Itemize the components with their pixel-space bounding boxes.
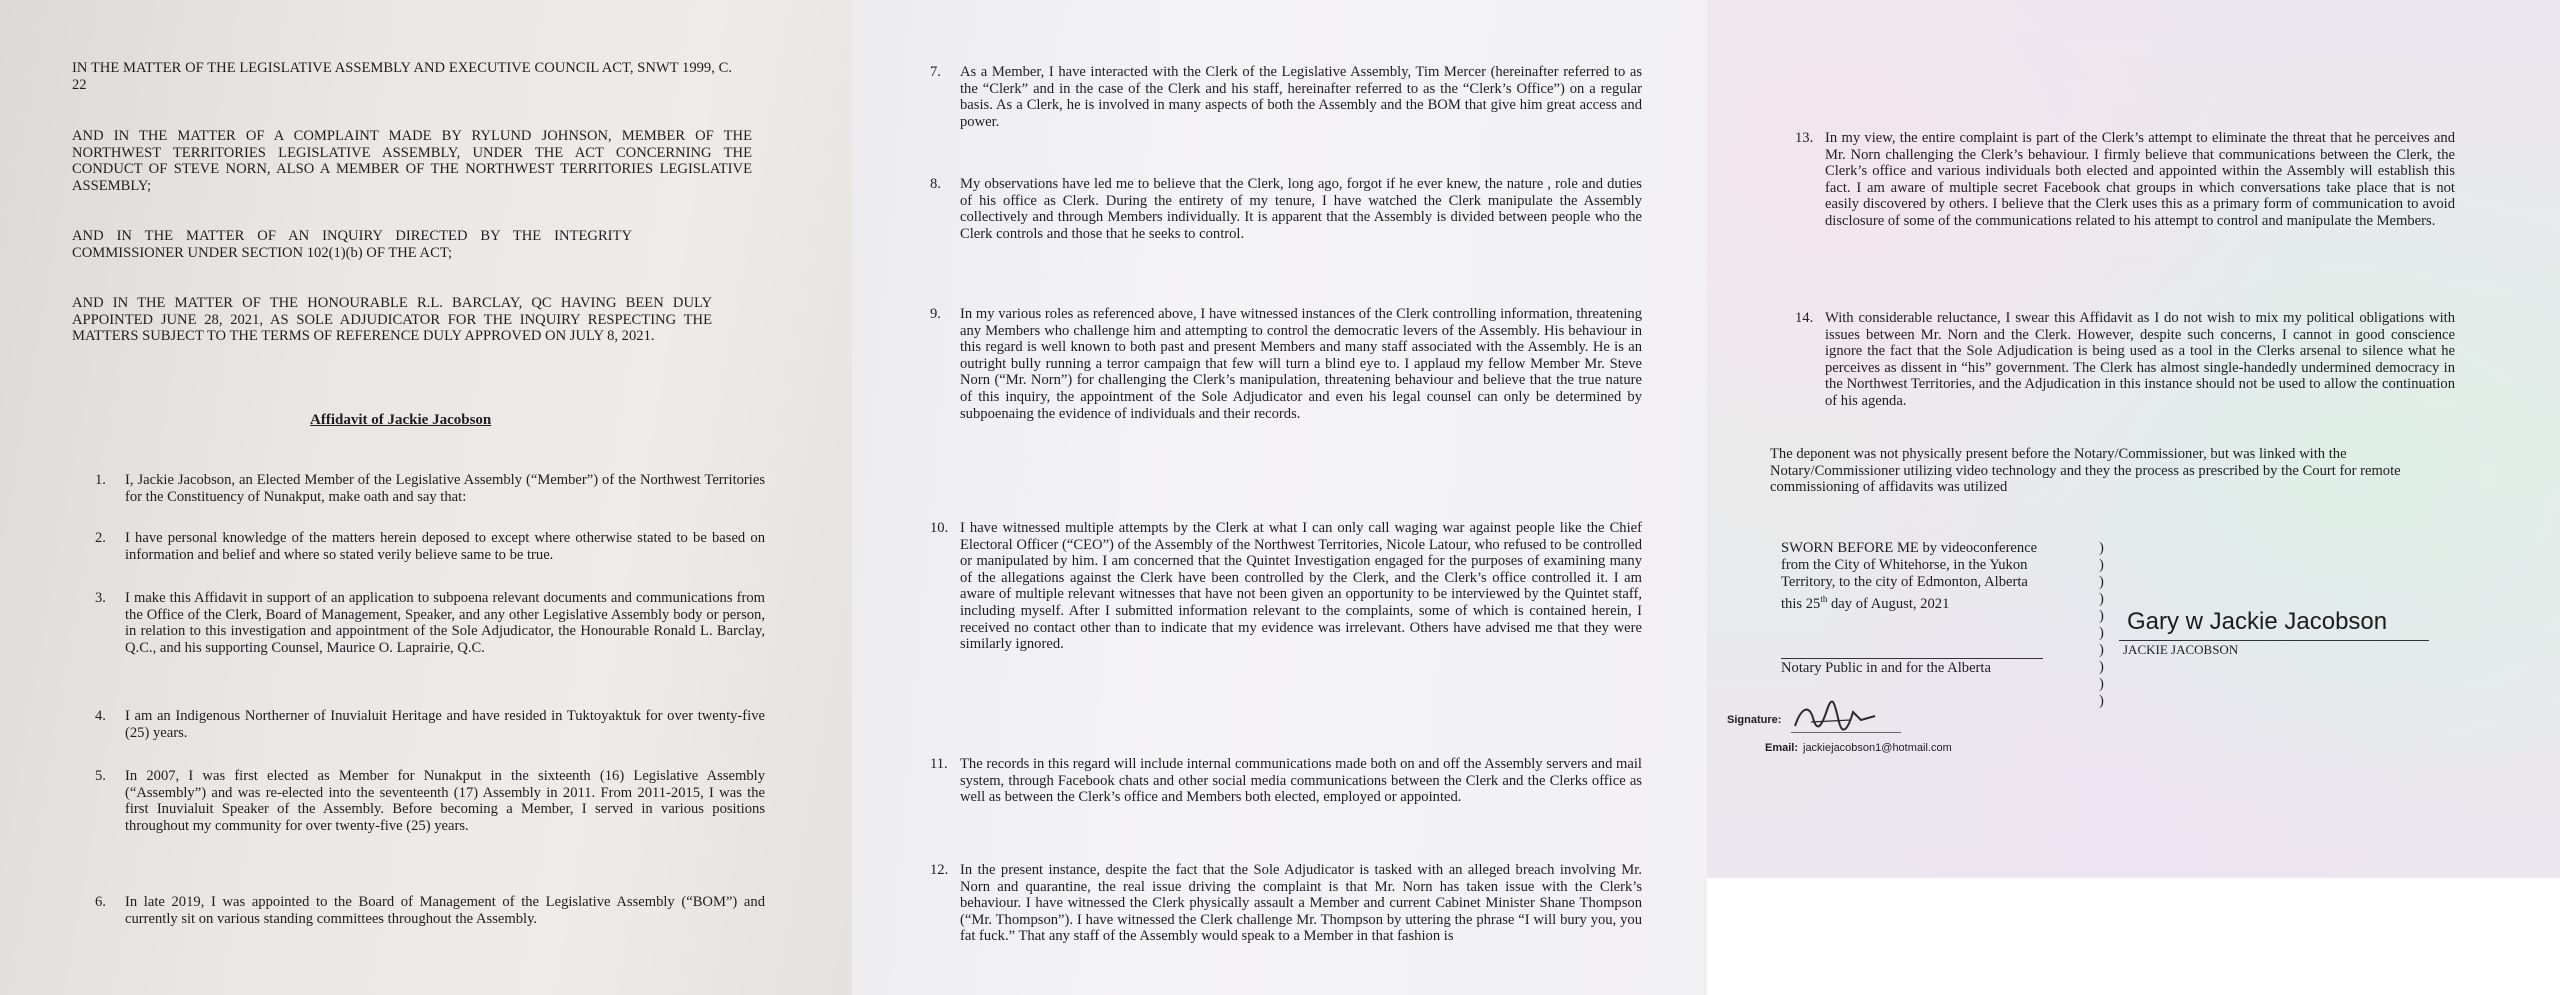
list-item bbox=[95, 590, 765, 680]
list-item bbox=[930, 756, 1642, 836]
list-item bbox=[95, 708, 765, 748]
list-item bbox=[930, 176, 1642, 276]
item-number: 9. bbox=[930, 306, 941, 322]
deponent-signature-line bbox=[2119, 640, 2429, 641]
list-item bbox=[1795, 310, 2455, 430]
list-item bbox=[95, 472, 765, 512]
item-text: In 2007, I was first elected as Member for Nunakput in the sixteenth (16) Legislative Assembly (“Assembly”) and was re-elected into the seventeenth (17) Assembly in 2011. From 2011-2015, I was the first Inuvialuit Speaker of the Assembly. Before becoming a Member, I served in various positions throughout my community for over twenty-five (25) years. bbox=[125, 768, 765, 834]
signature-underline bbox=[1791, 732, 1901, 733]
item-text: In the present instance, despite the fact that the Sole Adjudicator is tasked with an alleged breach involving Mr. Norn and quarantine, the real issue driving the complaint is that Mr. Norn has taken issue with the Clerk’s behaviour. I have witnessed the Clerk physically assault a Member and current Cabinet Minister Shane Thompson (“Mr. Thompson”). I have witnessed the Clerk challenge Mr. Thompson by uttering the phrase “I will bury you, you fat fuck.” That any staff of the Assembly would speak to a Member in that fashion is bbox=[960, 862, 1642, 945]
item-number: 8. bbox=[930, 176, 941, 192]
list-item bbox=[95, 530, 765, 570]
deponent-signature: Gary w Jackie Jacobson bbox=[2127, 608, 2388, 635]
item-text: In late 2019, I was appointed to the Board of Management of the Legislative Assembly (“BOM”) and currently sit on various standing committees throughout the Assembly. bbox=[125, 894, 765, 927]
list-item bbox=[930, 520, 1642, 740]
list-item bbox=[930, 306, 1642, 506]
sworn-date-suffix: th bbox=[1820, 594, 1828, 604]
list-item bbox=[930, 862, 1642, 995]
email-label: Email: bbox=[1765, 742, 1799, 754]
sworn-line-4 bbox=[1781, 591, 2111, 612]
item-text: I am an Indigenous Northerner of Inuvialuit Heritage and have resided in Tuktoyaktuk for over twenty-five (25) years. bbox=[125, 708, 765, 741]
header-paragraph-4: AND IN THE MATTER OF THE HONOURABLE R.L. BARCLAY, QC HAVING BEEN DULY APPOINTED JUNE 28, 2021, AS SOLE ADJUDICATOR FOR THE INQUIRY RESPECTING THE MATTERS SUBJECT TO THE TERMS OF REFERENCE DULY APPROVED ON JULY 8, 2021. bbox=[72, 295, 712, 345]
email-value: jackiejacobson1@hotmail.com bbox=[1803, 742, 1952, 754]
item-number: 6. bbox=[95, 894, 106, 910]
sworn-date-rest: day of August, 2021 bbox=[1831, 595, 1950, 612]
signature-label: Signature: bbox=[1727, 714, 1782, 726]
sworn-date-prefix: this 25 bbox=[1781, 595, 1821, 612]
item-number: 10. bbox=[930, 520, 949, 536]
sworn-line-2: from the City of Whitehorse, in the Yukon bbox=[1781, 557, 2028, 573]
affidavit-page-1 bbox=[0, 0, 852, 995]
item-text: I make this Affidavit in support of an application to subpoena relevant documents and communications from the Office of the Clerk, Board of Management, Speaker, and any other Legislative Assembly body or person, in relation to this investigation and appointment of the Sole Adjudicator, the Honourable Ronald L. Barclay, Q.C., and his supporting Counsel, Maurice O. Laprairie, Q.C. bbox=[125, 590, 765, 656]
header-paragraph-2: AND IN THE MATTER OF A COMPLAINT MADE BY RYLUND JOHNSON, MEMBER OF THE NORTHWEST TERRITORIES LEGISLATIVE ASSEMBLY, UNDER THE ACT CONCERNING THE CONDUCT OF STEVE NORN, ALSO A MEMBER OF THE NORTHWEST TERRITORIES LEGISLATIVE ASSEMBLY; bbox=[72, 128, 752, 194]
notary-label: Notary Public in and for the Alberta bbox=[1781, 660, 1991, 676]
handwritten-signature-icon bbox=[1791, 700, 1881, 732]
deponent-note: The deponent was not physically present before the Notary/Commissioner, but was linked with the Notary/Commissioner utilizing video technology and they the process as prescribed by the Court for remote commissioning of affidavits was utilized bbox=[1770, 446, 2401, 496]
item-number: 11. bbox=[930, 756, 948, 772]
item-number: 2. bbox=[95, 530, 106, 546]
item-number: 5. bbox=[95, 768, 106, 784]
sworn-line-1: SWORN BEFORE ME by videoconference bbox=[1781, 540, 2038, 556]
item-number: 3. bbox=[95, 590, 106, 606]
notary-signature-line bbox=[1781, 658, 2043, 659]
list-item bbox=[95, 894, 765, 934]
item-number: 4. bbox=[95, 708, 106, 724]
item-number: 1. bbox=[95, 472, 106, 488]
header-paragraph-1: IN THE MATTER OF THE LEGISLATIVE ASSEMBLY AND EXECUTIVE COUNCIL ACT, SNWT 1999, C. 22 bbox=[72, 60, 732, 93]
signatory-name: JACKIE JACOBSON bbox=[2123, 642, 2239, 657]
item-text: In my various roles as referenced above, I have witnessed instances of the Clerk controlling information, threatening any Members who challenge him and attempting to control the democratic levers of the Assembly. His behaviour in this regard is well known to both past and present Members and many staff associated with the Assembly. He is an outright bully running a terror campaign that few will turn a blind eye to. I applaud my fellow Member Mr. Steve Norn (“Mr. Norn”) for challenging the Clerk’s manipulation, threatening behaviour and believe that the true nature of this inquiry, the appointment of the Sole Adjudicator and even his legal counsel can only be determined by subpoenaing the evidence of individuals and their records. bbox=[960, 306, 1642, 422]
list-item bbox=[1795, 130, 2455, 290]
item-text: I, Jackie Jacobson, an Elected Member of the Legislative Assembly (“Member”) of the Northwest Territories for the Constituency of Nunakput, make oath and say that: bbox=[125, 472, 765, 505]
item-text: In my view, the entire complaint is part of the Clerk’s attempt to eliminate the threat that he perceives and Mr. Norn challenging the Clerk’s behaviour. I firmly believe that communications between the Clerk, the Clerk’s office and various individuals both elected and appointed within the Assembly will establish this fact. I am aware of multiple secret Facebook chat groups in which conversations take place that is not easily discovered by others. I believe that the Clerk uses this as a primary form of communication to avoid disclosure of some of the communications related to his attempt to control and manipulate the Members. bbox=[1825, 130, 2455, 229]
item-text: As a Member, I have interacted with the Clerk of the Legislative Assembly, Tim Mercer (hereinafter referred to as the “Clerk” and in the case of the Clerk and his staff, hereinafter referred to as the “Clerk’s Office”) on a regular basis. As a Clerk, he is involved in many aspects of both the Assembly and the BOM that give him great access and power. bbox=[960, 64, 1642, 130]
item-text: With considerable reluctance, I swear this Affidavit as I do not wish to mix my political obligations with issues between Mr. Norn and the Clerk. However, despite such concerns, I cannot in good conscience ignore the fact that the Sole Adjudication is being used as a tool in the Clerks arsenal to silence what he perceives as dissent in “his” government. The Clerk has almost single-handedly undermined democracy in the Northwest Territories, and the Adjudication in this instance should not be used to allow the continuation of his agenda. bbox=[1825, 310, 2455, 409]
item-text: My observations have led me to believe that the Clerk, long ago, forgot if he ever knew, the nature , role and duties of his office as Clerk. During the entirety of my tenure, I have watched the Clerk manipulate the Assembly collectively and through Members individually. It is apparent that the Assembly is divided between people who the Clerk controls and those that he seeks to control. bbox=[960, 176, 1642, 242]
list-item bbox=[930, 64, 1642, 154]
affidavit-page-3: 13. In my view, the entire complaint is part of the Clerk’s attempt to eliminate the threat that he perceives and Mr. Norn challenging the Clerk’s behaviour. I firmly believe that communications between the Clerk, the Clerk’s office and various individuals both elected and appointed within the Assembly will establish this fact. I am aware of multiple secret Facebook chat groups in which conversations take place that is not easily discovered by others. I believe that the Clerk uses this as a primary form of communication to avoid disclosure of some of the communications related to his attempt to control and manipulate the Members. 14. With considerable reluctance, I swear this Affidavit as I do not wish to mix my political obligations with issues between Mr. Norn and the Clerk. However, despite such concerns, I cannot in good conscience ignore the fact that the Sole Adjudication is being used as a tool in the Clerks arsenal to silence what he perceives as dissent in “his” government. The Clerk has almost single-handedly undermined democracy in the Northwest Territories, and the Adjudication in this instance should not be used to allow the continuation of his agenda. The deponent was not physically present before the Notary/Commissioner, but was linked with the Notary/Commissioner utilizing video technology and they the process as prescribed by the Court for remote commissioning of affidavits was utilized SWORN BEFORE ME by videoconference from the City of Whitehorse, in the Yukon Territory, to the city of Edmonton, Alberta this 25th day of August, 2021 Notary Public in and for the Alberta ) ) ) ) ) ) ) ) ) ) Gary w Jackie Jacobson JACKIE JACOBSON Signature: Email: jackiejacobson1@hotmail.com bbox=[1707, 0, 2560, 878]
item-number: 13. bbox=[1795, 130, 1814, 146]
affidavit-page-2 bbox=[852, 0, 1707, 995]
sworn-line-3: Territory, to the city of Edmonton, Alberta bbox=[1781, 574, 2028, 590]
item-number: 12. bbox=[930, 862, 949, 878]
item-number: 14. bbox=[1795, 310, 1814, 326]
list-item bbox=[95, 768, 765, 848]
header-paragraph-3: AND IN THE MATTER OF AN INQUIRY DIRECTED BY THE INTEGRITY COMMISSIONER UNDER SECTION 102(1)(b) OF THE ACT; bbox=[72, 228, 632, 261]
item-text: I have personal knowledge of the matters herein deposed to except where otherwise stated to be based on information and belief and where so stated verily believe same to be true. bbox=[125, 530, 765, 563]
item-number: 7. bbox=[930, 64, 941, 80]
item-text: The records in this regard will include internal communications made both on and off the Assembly servers and mail system, through Facebook chats and other social media communications between the Clerk and the Clerks office as well as between the Clerk’s office and Members both elected, employed or appointed. bbox=[960, 756, 1642, 806]
affidavit-title: Affidavit of Jackie Jacobson bbox=[310, 412, 492, 428]
item-text: I have witnessed multiple attempts by the Clerk at what I can only call waging war against people like the Chief Electoral Officer (“CEO”) of the Assembly of the Northwest Territories, Nicole Latour, who refused to be controlled or manipulated by him. I am concerned that the Quintet Investigation engaged for the purposes of examining many of the allegations against the Clerk have been controlled by the Clerk, and the Clerk’s office controlled it. I am aware of multiple relevant witnesses that have not been given an opportunity to be interviewed by the Quintet staff, including myself. After I submitted information relevant to the complaints, some of which is contained herein, I received no contact other than to indicate that my evidence was irrelevant. Others have advised me that they were similarly ignored. bbox=[960, 520, 1642, 653]
